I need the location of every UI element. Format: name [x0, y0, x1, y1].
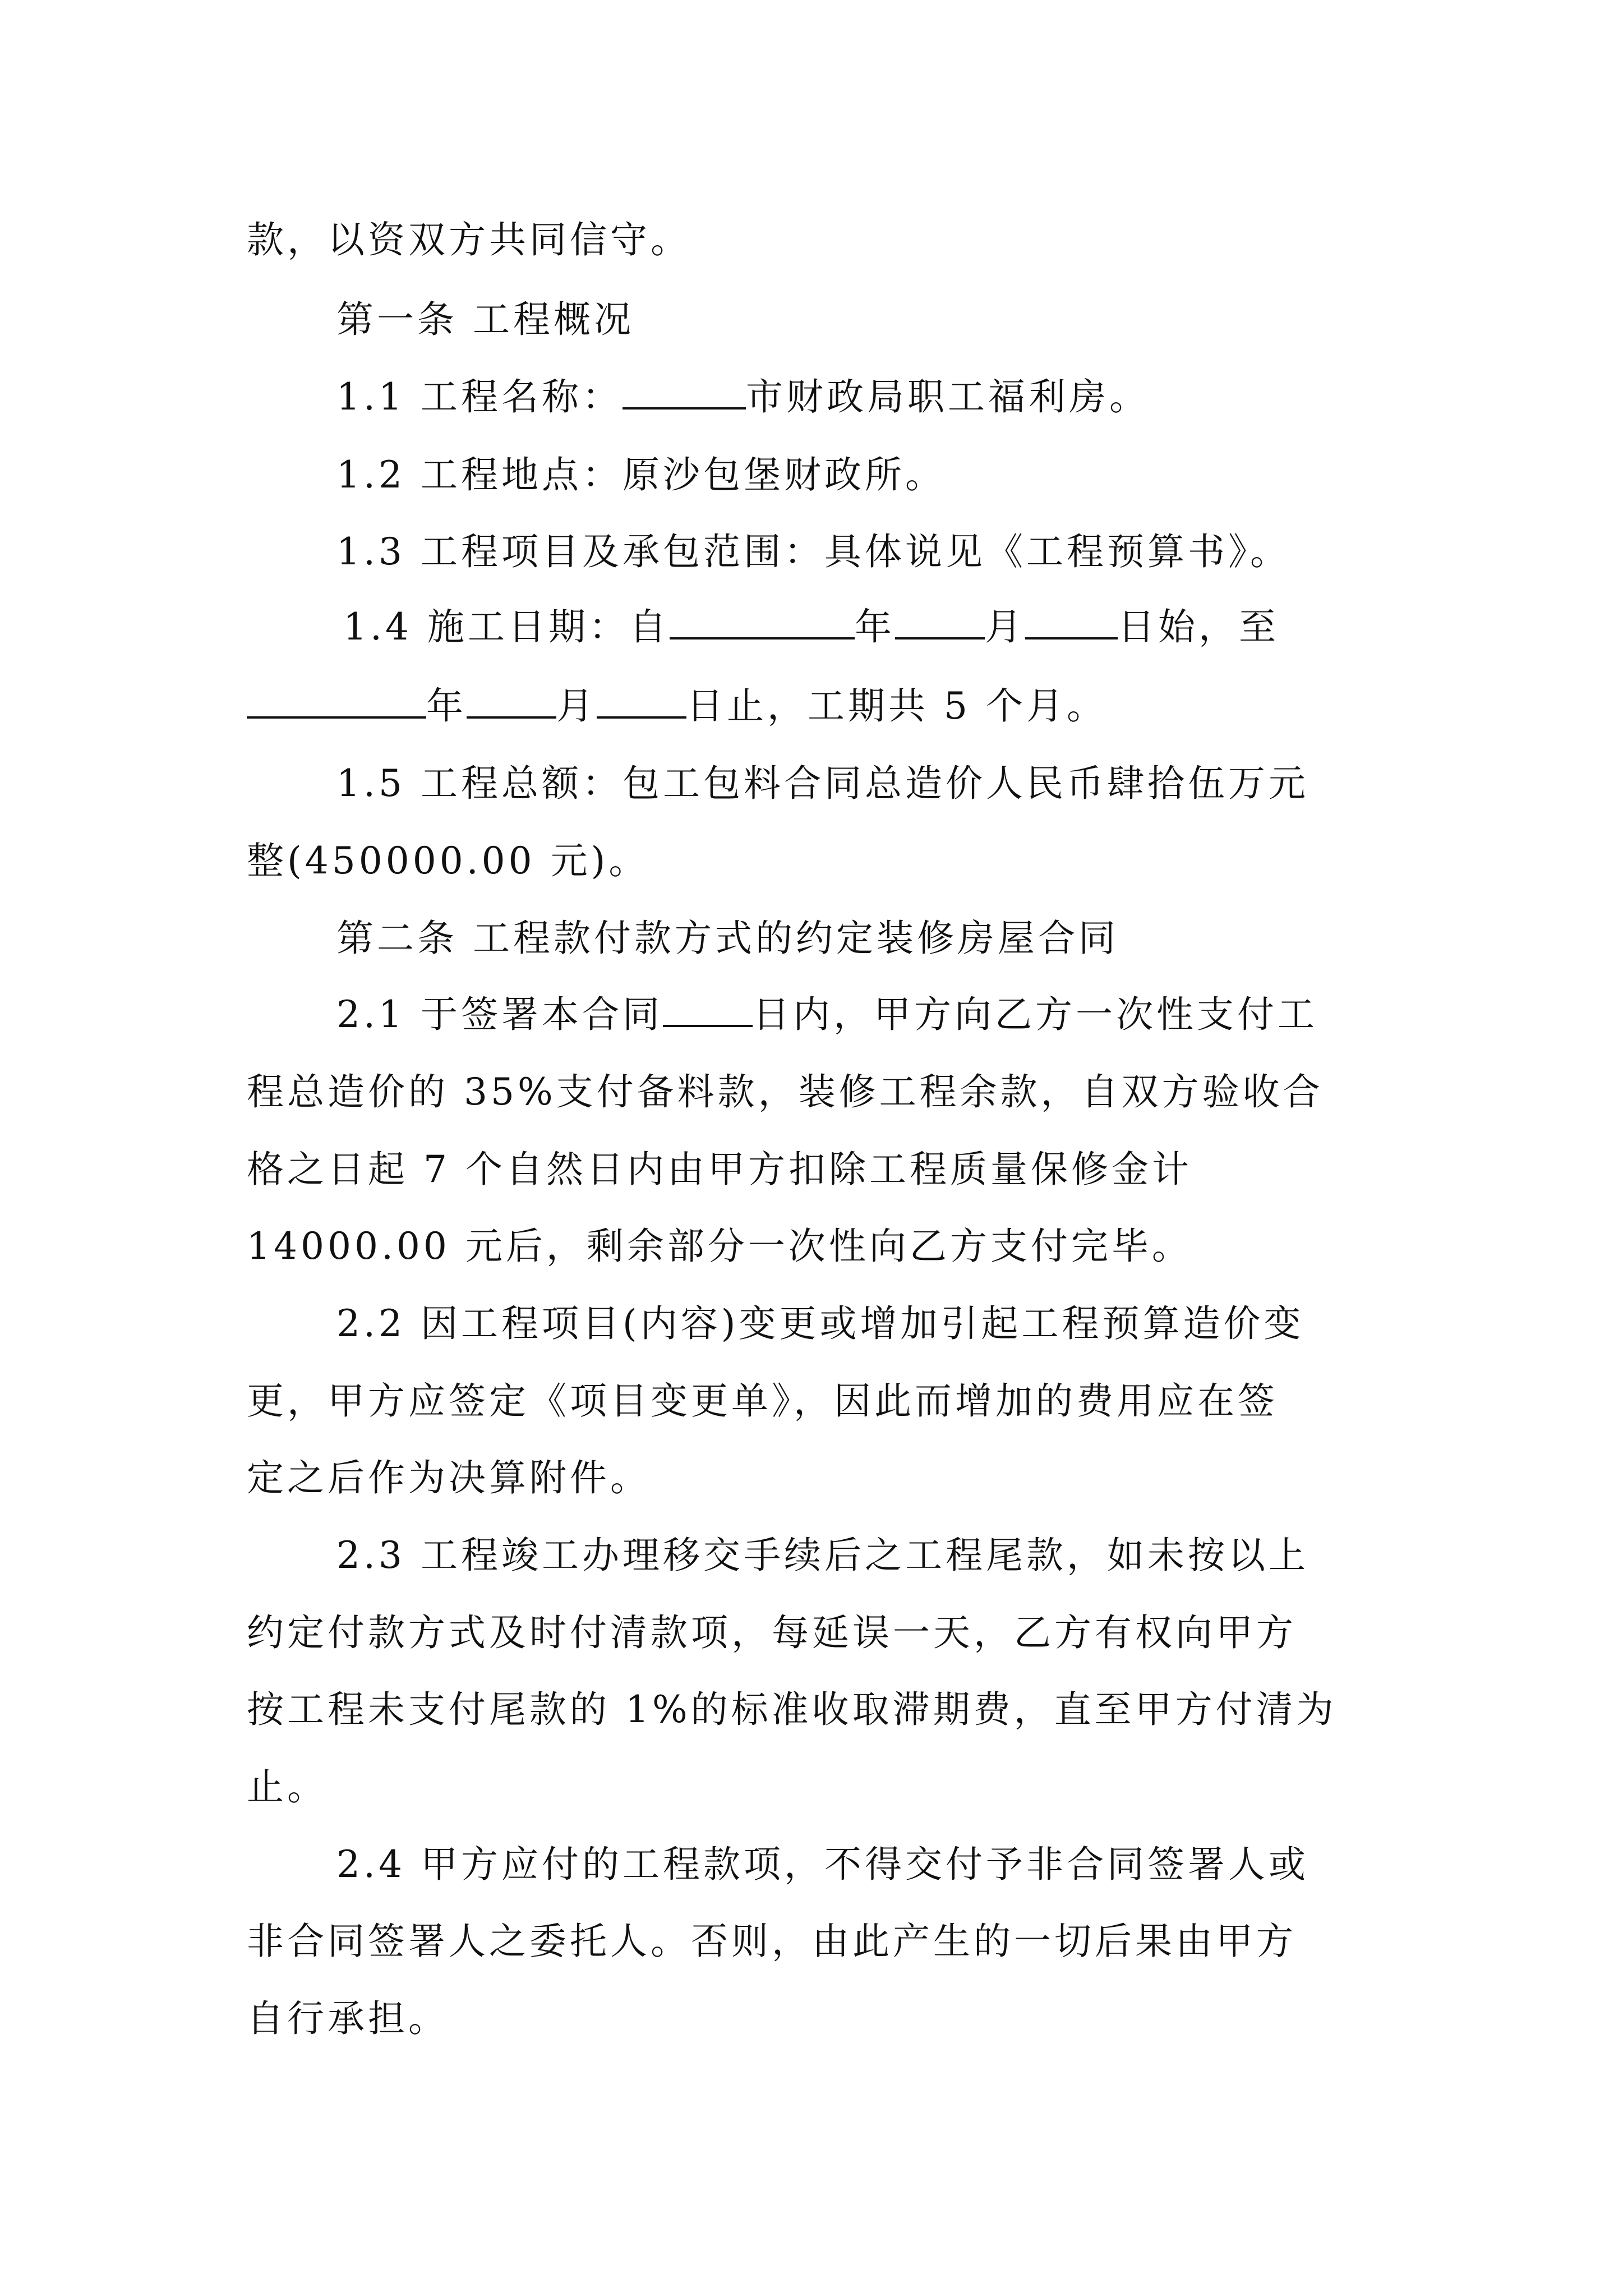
paragraph-line — [247, 1067, 1324, 1117]
paragraph-line — [247, 1762, 328, 1812]
text-run: 非合同签署人之委托人。否则，由此产生的一切后果由甲方 — [247, 1920, 1297, 1963]
text-run: 整(450000.00 元)。 — [247, 839, 649, 882]
text-run: 款，以资双方共同信守。 — [247, 218, 691, 261]
text-run: 1.4 施工日期：自 — [343, 605, 670, 648]
text-run: 格之日起 7 个自然日内由甲方扣除工程质量保修金计 — [247, 1148, 1192, 1191]
section-heading-2 — [336, 913, 1119, 964]
text-run: 自行承担。 — [247, 1997, 449, 2040]
paragraph-line — [247, 1608, 1297, 1658]
blank-underline — [247, 684, 426, 719]
blank-underline — [467, 684, 556, 719]
text-run: 月 — [984, 605, 1025, 648]
text-run: 第二条 工程款付款方式的约定装修房屋合同 — [336, 917, 1119, 960]
blank-underline — [1025, 605, 1118, 639]
text-run: 按工程未支付尾款的 1%的标准收取滞期费，直至甲方付清为 — [247, 1688, 1337, 1731]
paragraph-line — [247, 1453, 651, 1503]
text-run: 2.2 因工程项目(内容)变更或增加引起工程预算造价变 — [336, 1302, 1304, 1345]
text-run: 定之后作为决算附件。 — [247, 1456, 651, 1499]
text-run: 2.4 甲方应付的工程款项，不得交付予非合同签署人或 — [336, 1843, 1309, 1886]
text-run: 日止，工期共 5 个月。 — [686, 684, 1107, 728]
paragraph-line — [247, 1994, 449, 2044]
paragraph-line — [247, 1376, 1278, 1427]
text-run: 年 — [854, 605, 895, 648]
blank-underline — [670, 605, 855, 639]
text-run: 1.1 工程名称： — [336, 375, 623, 418]
paragraph-line — [336, 450, 946, 500]
text-run: 月 — [556, 684, 597, 728]
text-run: 程总造价的 35%支付备料款，装修工程余款，自双方验收合 — [247, 1070, 1324, 1114]
text-run: 14000.00 元后，剩余部分一次性向乙方支付完毕。 — [247, 1225, 1192, 1268]
paragraph-line — [336, 1299, 1304, 1349]
text-run: 第一条 工程概况 — [336, 298, 634, 341]
paragraph-line — [336, 372, 1150, 422]
text-run: 约定付款方式及时付清款项，每延误一天，乙方有权向甲方 — [247, 1611, 1297, 1654]
text-run: 1.5 工程总额：包工包料合同总造价人民币肆拾伍万元 — [336, 762, 1309, 805]
paragraph-line — [336, 1530, 1309, 1581]
text-run: 1.3 工程项目及承包范围：具体说见《工程预算书》。 — [336, 530, 1290, 573]
text-run: 日内，甲方向乙方一次性支付工 — [752, 993, 1318, 1036]
paragraph-line — [247, 1685, 1337, 1735]
text-run: 止。 — [247, 1765, 328, 1809]
blank-underline — [597, 684, 686, 719]
blank-underline — [623, 375, 746, 409]
text-run: 市财政局职工福利房。 — [745, 375, 1150, 418]
paragraph-line — [336, 527, 1290, 577]
blank-underline — [895, 605, 985, 639]
paragraph-line — [336, 990, 1318, 1040]
paragraph-line — [247, 215, 691, 265]
paragraph-line — [336, 758, 1309, 809]
text-run: 日始，至 — [1117, 605, 1279, 648]
blank-underline — [663, 992, 753, 1027]
text-run: 2.3 工程竣工办理移交手续后之工程尾款，如未按以上 — [336, 1534, 1309, 1577]
text-run: 更，甲方应签定《项目变更单》，因此而增加的费用应在签 — [247, 1379, 1278, 1423]
text-run: 2.1 于签署本合同 — [336, 993, 663, 1036]
paragraph-line — [247, 1221, 1192, 1272]
paragraph-line — [247, 681, 1107, 731]
paragraph-line — [336, 1839, 1309, 1890]
section-heading-1 — [336, 295, 634, 345]
paragraph-line — [343, 602, 1279, 652]
paragraph-line — [247, 1916, 1297, 1967]
text-run: 1.2 工程地点：原沙包堡财政所。 — [336, 453, 946, 496]
text-run: 年 — [426, 684, 467, 728]
paragraph-line — [247, 836, 649, 886]
paragraph-line — [247, 1144, 1192, 1195]
